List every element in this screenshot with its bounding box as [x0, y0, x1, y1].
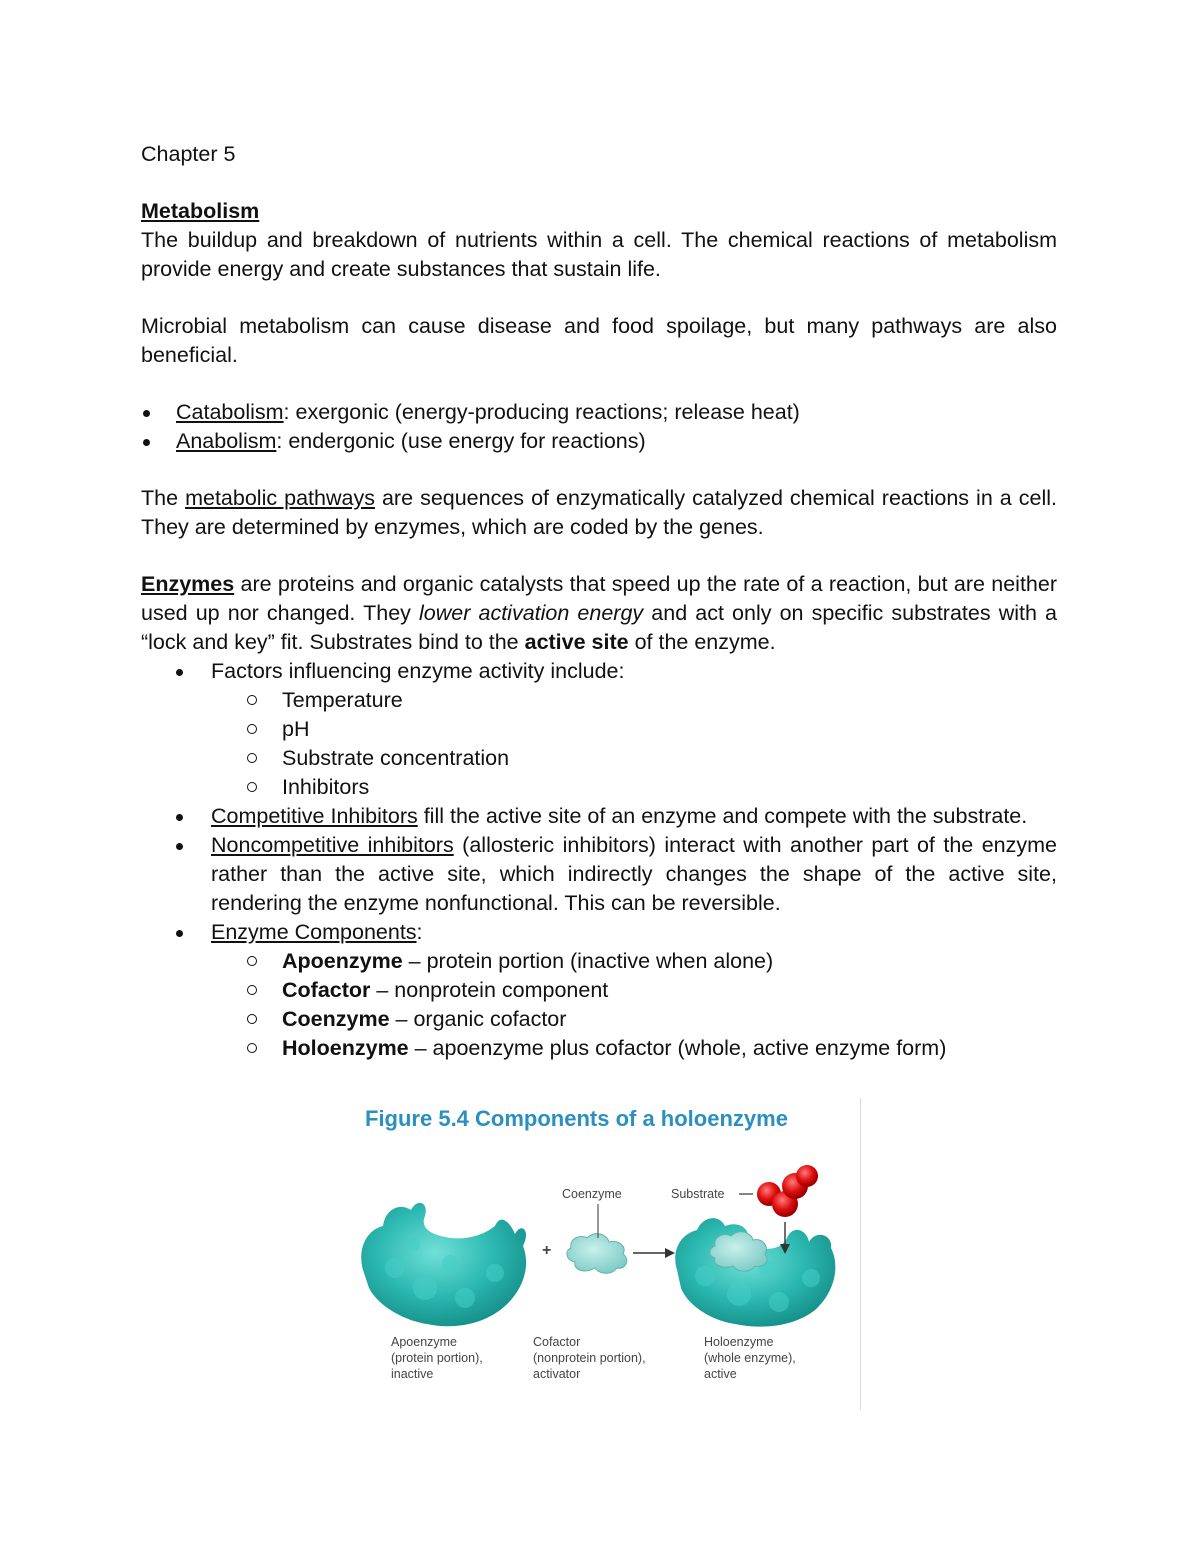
component-term: Apoenzyme — [282, 949, 403, 973]
label-plus: + — [542, 1242, 552, 1259]
enzymes-part1: are proteins and organic catalysts that speed up the rate of a reaction, but are neither used up nor changed. They — [141, 572, 1057, 625]
pathways-pre: The — [141, 486, 186, 510]
caption-line: activator — [533, 1367, 581, 1381]
caption-line: Holoenzyme — [704, 1335, 774, 1349]
caption-line: Apoenzyme — [391, 1335, 458, 1349]
chapter-title: Chapter 5 — [141, 142, 236, 166]
enzymes-paragraph — [141, 570, 1057, 657]
pathways-paragraph — [141, 484, 1057, 542]
component-term: Holoenzyme — [282, 1036, 409, 1060]
enzymes-part3: of the enzyme. — [628, 630, 776, 654]
caption-line: inactive — [391, 1367, 434, 1381]
list-item-anabolism — [141, 427, 1057, 456]
factors-list — [211, 686, 1057, 802]
term-noncompetitive-inhibitors: Noncompetitive inhibitors — [211, 833, 454, 857]
component-desc: – nonprotein component — [370, 978, 609, 1002]
component-item — [247, 1034, 1057, 1063]
holoenzyme-figure — [355, 1098, 861, 1410]
enzymes-part2: and act only on specific substrates with a “lock and key” fit. Substrates bind to the — [141, 601, 1057, 654]
caption-line: (nonprotein portion), — [533, 1351, 646, 1365]
factor-item: Substrate concentration — [247, 744, 1057, 773]
component-item — [247, 947, 1057, 976]
term-anabolism: Anabolism — [176, 429, 277, 453]
label-substrate: Substrate — [671, 1187, 725, 1201]
document-body — [141, 140, 1057, 1063]
list-item-competitive — [141, 802, 1057, 831]
caption-holoenzyme — [704, 1334, 796, 1382]
component-desc: – protein portion (inactive when alone) — [402, 949, 774, 973]
enzyme-list — [141, 657, 1057, 1063]
caption-line: (protein portion), — [391, 1351, 483, 1365]
caption-cofactor — [533, 1334, 646, 1382]
caption-line: Cofactor — [533, 1335, 581, 1349]
term-catabolism: Catabolism — [176, 400, 284, 424]
catabolism-desc: : exergonic (energy-producing reactions; release heat) — [283, 400, 800, 424]
substrate-molecule — [757, 1165, 818, 1217]
caption-line: (whole enzyme), — [704, 1351, 796, 1365]
list-item-components — [141, 918, 1057, 1063]
component-desc: – organic cofactor — [389, 1007, 567, 1031]
component-desc: – apoenzyme plus cofactor (whole, active enzyme form) — [408, 1036, 947, 1060]
caption-line: active — [704, 1367, 737, 1381]
list-item-noncompetitive — [141, 831, 1057, 918]
term-enzymes: Enzymes — [141, 572, 235, 596]
bound-cofactor-shape — [710, 1232, 767, 1272]
components-list — [211, 947, 1057, 1063]
microbial-paragraph: Microbial metabolism can cause disease and food spoilage, but many pathways are also beneficial. — [141, 314, 1057, 367]
term-active-site: active site — [524, 630, 629, 654]
anabolism-desc: : endergonic (use energy for reactions) — [276, 429, 646, 453]
list-item-catabolism — [141, 398, 1057, 427]
factors-intro: Factors influencing enzyme activity include: — [211, 659, 625, 683]
term-metabolic-pathways: metabolic pathways — [185, 486, 375, 510]
enzymes-italic: lower activation energy — [419, 601, 644, 625]
noncompetitive-desc: (allosteric inhibitors) interact with another part of the enzyme rather than the active site, which indirectly changes the shape of the active site, rendering the enzyme nonfunctional. This can be reversible. — [211, 833, 1057, 915]
metabolism-definition: The buildup and breakdown of nutrients within a cell. The chemical reactions of metabolism provide energy and create substances that sustain life. — [141, 228, 1057, 281]
figure-title: Figure 5.4 Components of a holoenzyme — [365, 1106, 788, 1131]
term-enzyme-components: Enzyme Components — [211, 920, 417, 944]
metabolism-heading: Metabolism — [141, 199, 260, 223]
reaction-arrow-head — [665, 1248, 675, 1258]
caption-apoenzyme — [391, 1334, 483, 1382]
competitive-desc: fill the active site of an enzyme and compete with the substrate. — [417, 804, 1028, 828]
component-item — [247, 976, 1057, 1005]
term-competitive-inhibitors: Competitive Inhibitors — [211, 804, 418, 828]
component-item — [247, 1005, 1057, 1034]
component-term: Cofactor — [282, 978, 371, 1002]
pathways-post: are sequences of enzymatically catalyzed chemical reactions in a cell. They are determined by enzymes, which are coded by the genes. — [141, 486, 1057, 539]
cofactor-shape — [567, 1234, 627, 1274]
metabolism-list — [141, 398, 1057, 456]
components-colon: : — [416, 920, 423, 944]
label-coenzyme: Coenzyme — [562, 1187, 622, 1201]
component-term: Coenzyme — [282, 1007, 390, 1031]
factor-item: Temperature — [247, 686, 1057, 715]
list-item-factors — [141, 657, 1057, 802]
factor-item: Inhibitors — [247, 773, 1057, 802]
factor-item: pH — [247, 715, 1057, 744]
